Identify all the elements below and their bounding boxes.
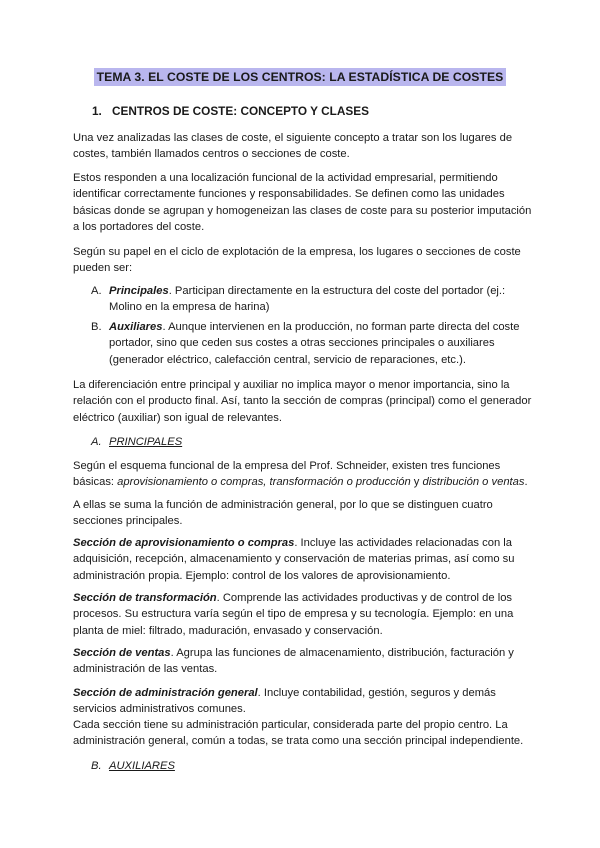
schneider-lead: Según el esquema funcional de la empresa del Prof. Schneider, existen tres funciones básicas: — [73, 460, 501, 489]
list-text: . Aunque intervienen en la producción, no forman parte directa del coste portador, sino que ceden sus costes a otras secciones principales o auxiliares (generador eléctrico, calefacción central, servicio de reparaciones, etc.). — [109, 321, 520, 366]
subheading-marker: A. — [91, 436, 102, 448]
section-number: 1. — [92, 104, 102, 118]
schneider-functions: aprovisionamiento o compras, transformación o producción — [117, 476, 411, 489]
schneider-end: . — [524, 476, 528, 489]
seccion-term: Sección de administración general — [73, 687, 258, 699]
section-heading — [92, 104, 369, 118]
paragraph-administracion-note: Cada sección tiene su administración particular, considerada parte del propio centro. La administración general, común a todas, se trata como una sección principal independiente. — [73, 719, 524, 748]
list-item-principales — [91, 283, 531, 316]
paragraph-four-sections: A ellas se suma la función de administración general, por lo que se distinguen cuatro secciones principales. — [73, 499, 493, 528]
document-title: TEMA 3. EL COSTE DE LOS CENTROS: LA ESTADÍSTICA DE COSTES — [94, 68, 507, 86]
seccion-text: . Agrupa las funciones de almacenamiento, distribución, facturación y administración de las ventas. — [73, 647, 514, 676]
list-marker: A. — [91, 285, 102, 297]
title-wrap — [0, 68, 600, 86]
paragraph-seccion-ventas — [73, 645, 533, 678]
schneider-functions-last: distribución o ventas — [422, 476, 525, 489]
seccion-text: . Incluye las actividades relacionadas con la adquisición, recepción, almacenamiento y conservación de materias primas, así como su administración propia. Ejemplo: control de los valores de aprovisionamiento. — [73, 537, 515, 582]
list-marker: B. — [91, 321, 102, 333]
subheading-principales — [91, 436, 182, 448]
seccion-term: Sección de ventas — [73, 647, 171, 659]
list-text: . Participan directamente en la estructura del coste del portador (ej.: Molino en la empresa de harina) — [109, 285, 506, 314]
list-term: Auxiliares — [109, 321, 163, 333]
subheading-marker: B. — [91, 760, 102, 772]
subheading-label: PRINCIPALES — [109, 436, 183, 448]
list-term: Principales — [109, 285, 169, 297]
subheading-auxiliares — [91, 760, 175, 772]
seccion-term: Sección de transformación — [73, 592, 217, 604]
list-item-auxiliares — [91, 319, 531, 368]
paragraph-difference: La diferenciación entre principal y auxiliar no implica mayor o menor importancia, sino la relación con el producto final. Así, tanto la sección de compras (principal) como el generador eléctrico (auxiliar) son igual de relevantes. — [73, 379, 532, 424]
paragraph-schneider — [73, 458, 533, 491]
seccion-text: . Incluye contabilidad, gestión, seguros y demás servicios administrativos comunes. — [73, 687, 496, 716]
paragraph-seccion-transformacion — [73, 590, 533, 639]
seccion-text: . Comprende las actividades productivas y de control de los procesos. Su estructura varía según el tipo de empresa y su tecnología. Ejemplo: en una planta de miel: filtrado, maduración, envasado y conservación. — [73, 592, 514, 637]
paragraph-seccion-compras — [73, 535, 533, 584]
paragraph-types-intro: Según su papel en el ciclo de explotación de la empresa, los lugares o secciones de coste pueden ser: — [73, 246, 521, 275]
subheading-label: AUXILIARES — [109, 760, 175, 772]
paragraph-intro: Una vez analizadas las clases de coste, el siguiente concepto a tratar son los lugares de costes, también llamados centros o secciones de coste. — [73, 132, 513, 161]
section-title: CENTROS DE COSTE: CONCEPTO Y CLASES — [112, 104, 369, 118]
seccion-term: Sección de aprovisionamiento o compras — [73, 537, 295, 549]
schneider-mid: y — [410, 476, 423, 489]
paragraph-definition: Estos responden a una localización funcional de la actividad empresarial, permitiendo identificar correctamente funciones y responsabilidades. Se definen como las unidades básicas donde se agrupan y homogeneizan las clases de coste para su posterior imputación a los portadores del coste. — [73, 172, 532, 234]
paragraph-seccion-administracion — [73, 685, 533, 718]
